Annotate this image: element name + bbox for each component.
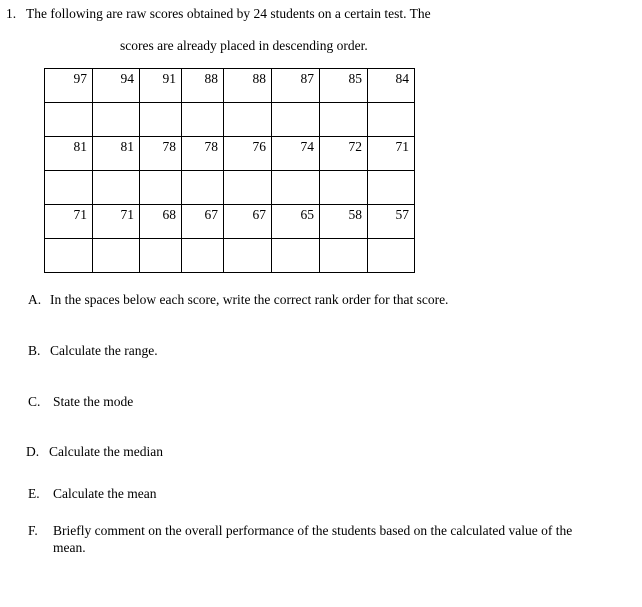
score-cell: 72: [320, 137, 368, 171]
rank-row: [45, 171, 415, 205]
rank-input-cell[interactable]: [224, 171, 272, 205]
item-b-letter: B.: [28, 343, 41, 358]
item-a-letter: A.: [28, 292, 42, 307]
rank-input-cell[interactable]: [93, 103, 140, 137]
score-cell: 78: [140, 137, 182, 171]
score-cell: 71: [93, 205, 140, 239]
score-cell: 81: [93, 137, 140, 171]
rank-input-cell[interactable]: [140, 171, 182, 205]
score-cell: 68: [140, 205, 182, 239]
rank-input-cell[interactable]: [182, 103, 224, 137]
item-c-letter: C.: [28, 394, 41, 409]
score-row: [45, 205, 415, 239]
score-row: [45, 137, 415, 171]
score-cell: 91: [140, 69, 182, 103]
question-number: 1.: [6, 6, 17, 21]
scores-table: [44, 68, 415, 273]
question-intro-line-2: scores are already placed in descending order.: [120, 38, 368, 53]
score-cell: 58: [320, 205, 368, 239]
score-cell: 76: [224, 137, 272, 171]
score-cell: 71: [368, 137, 415, 171]
rank-input-cell[interactable]: [224, 239, 272, 273]
rank-input-cell[interactable]: [320, 171, 368, 205]
score-cell: 81: [45, 137, 93, 171]
rank-input-cell[interactable]: [272, 171, 320, 205]
score-cell: 94: [93, 69, 140, 103]
rank-input-cell[interactable]: [368, 239, 415, 273]
rank-input-cell[interactable]: [272, 239, 320, 273]
rank-input-cell[interactable]: [272, 103, 320, 137]
rank-input-cell[interactable]: [182, 171, 224, 205]
rank-input-cell[interactable]: [45, 171, 93, 205]
item-d-text: Calculate the median: [49, 444, 163, 459]
score-cell: 67: [182, 205, 224, 239]
item-f-text-line-2: mean.: [53, 540, 86, 555]
rank-row: [45, 239, 415, 273]
score-cell: 87: [272, 69, 320, 103]
score-cell: 97: [45, 69, 93, 103]
item-a-text: In the spaces below each score, write the correct rank order for that score.: [50, 292, 449, 307]
score-cell: 88: [224, 69, 272, 103]
item-f-letter: F.: [28, 523, 38, 538]
rank-input-cell[interactable]: [45, 239, 93, 273]
score-cell: 85: [320, 69, 368, 103]
rank-row: [45, 103, 415, 137]
rank-input-cell[interactable]: [93, 239, 140, 273]
rank-input-cell[interactable]: [320, 239, 368, 273]
rank-input-cell[interactable]: [140, 239, 182, 273]
rank-input-cell[interactable]: [45, 103, 93, 137]
score-cell: 78: [182, 137, 224, 171]
rank-input-cell[interactable]: [93, 171, 140, 205]
score-cell: 74: [272, 137, 320, 171]
rank-input-cell[interactable]: [368, 103, 415, 137]
rank-input-cell[interactable]: [182, 239, 224, 273]
rank-input-cell[interactable]: [368, 171, 415, 205]
item-c-text: State the mode: [53, 394, 134, 409]
rank-input-cell[interactable]: [140, 103, 182, 137]
rank-input-cell[interactable]: [320, 103, 368, 137]
score-cell: 67: [224, 205, 272, 239]
item-e-letter: E.: [28, 486, 40, 501]
item-f-text-line-1: Briefly comment on the overall performance of the students based on the calculated value of the: [53, 523, 573, 538]
item-d-letter: D.: [26, 444, 40, 459]
rank-input-cell[interactable]: [224, 103, 272, 137]
score-cell: 84: [368, 69, 415, 103]
score-cell: 57: [368, 205, 415, 239]
item-b-text: Calculate the range.: [50, 343, 158, 358]
score-cell: 88: [182, 69, 224, 103]
score-row: [45, 69, 415, 103]
score-cell: 71: [45, 205, 93, 239]
score-cell: 65: [272, 205, 320, 239]
question-intro-line-1: The following are raw scores obtained by 24 students on a certain test. The: [26, 6, 431, 21]
item-e-text: Calculate the mean: [53, 486, 157, 501]
